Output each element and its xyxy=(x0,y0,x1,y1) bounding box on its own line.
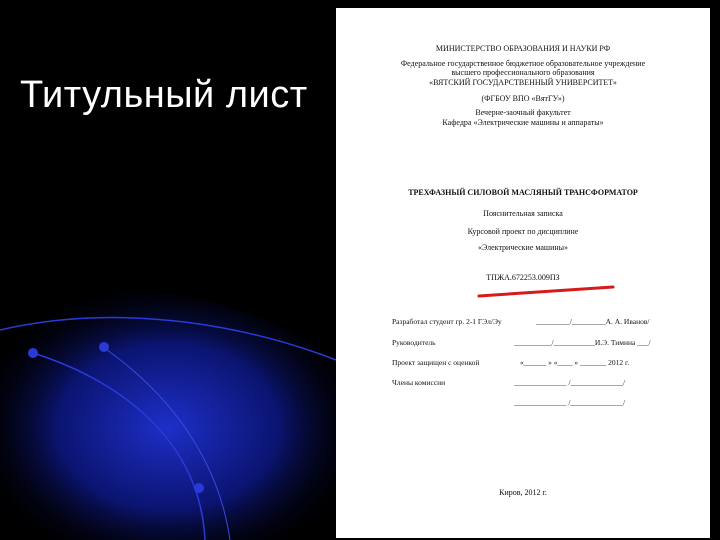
supervisor-signature: __________/___________И.Э. Тимина ___/ xyxy=(514,338,651,347)
defended-label: Проект защищен с оценкой xyxy=(392,358,480,367)
slide-title: Титульный лист xyxy=(20,74,308,116)
developer-label: Разработал студент гр. 2-1 ГЭл/Эу xyxy=(392,317,502,326)
document-topic: ТРЕХФАЗНЫЙ СИЛОВОЙ МАСЛЯНЫЙ ТРАНСФОРМАТОР xyxy=(408,188,638,197)
commission-label: Члены комиссии xyxy=(392,378,446,387)
defended-date: «______ » «____ » _______ 2012 г. xyxy=(520,358,630,367)
dot-1 xyxy=(28,348,38,358)
university-abbrev: (ФГБОУ ВПО «ВятГУ») xyxy=(481,94,565,103)
ministry-line: МИНИСТЕРСТВО ОБРАЗОВАНИЯ И НАУКИ РФ xyxy=(435,44,611,53)
document-code: ТПЖА.672253.009ПЗ xyxy=(486,273,560,282)
institution-line: Федеральное государственное бюджетное образовательное учреждение xyxy=(400,59,646,68)
university-name: «ВЯТСКИЙ ГОСУДАРСТВЕННЫЙ УНИВЕРСИТЕТ» xyxy=(429,78,617,87)
document-page xyxy=(336,8,710,538)
discipline-name: «Электрические машины» xyxy=(477,243,569,252)
supervisor-label: Руководитель xyxy=(392,338,436,347)
developer-signature: _________/_________А. А. Иванов/ xyxy=(536,317,650,326)
commission-signature-2: ______________ /______________/ xyxy=(514,398,626,407)
dot-3 xyxy=(194,483,204,493)
background-glow xyxy=(0,288,336,540)
commission-signature-1: ______________ /______________/ xyxy=(514,378,626,387)
document-footer: Киров, 2012 г. xyxy=(499,488,547,497)
faculty-name: Вечерне-заочный факультет xyxy=(475,108,571,117)
red-underline-mark xyxy=(476,284,616,300)
course-project-line: Курсовой проект по дисциплине xyxy=(467,227,579,236)
document-type: Пояснительная записка xyxy=(483,209,563,218)
department-name: Кафедра «Электрические машины и аппараты» xyxy=(442,118,604,127)
education-line: высшего профессионального образования xyxy=(451,68,595,77)
dot-2 xyxy=(99,342,109,352)
